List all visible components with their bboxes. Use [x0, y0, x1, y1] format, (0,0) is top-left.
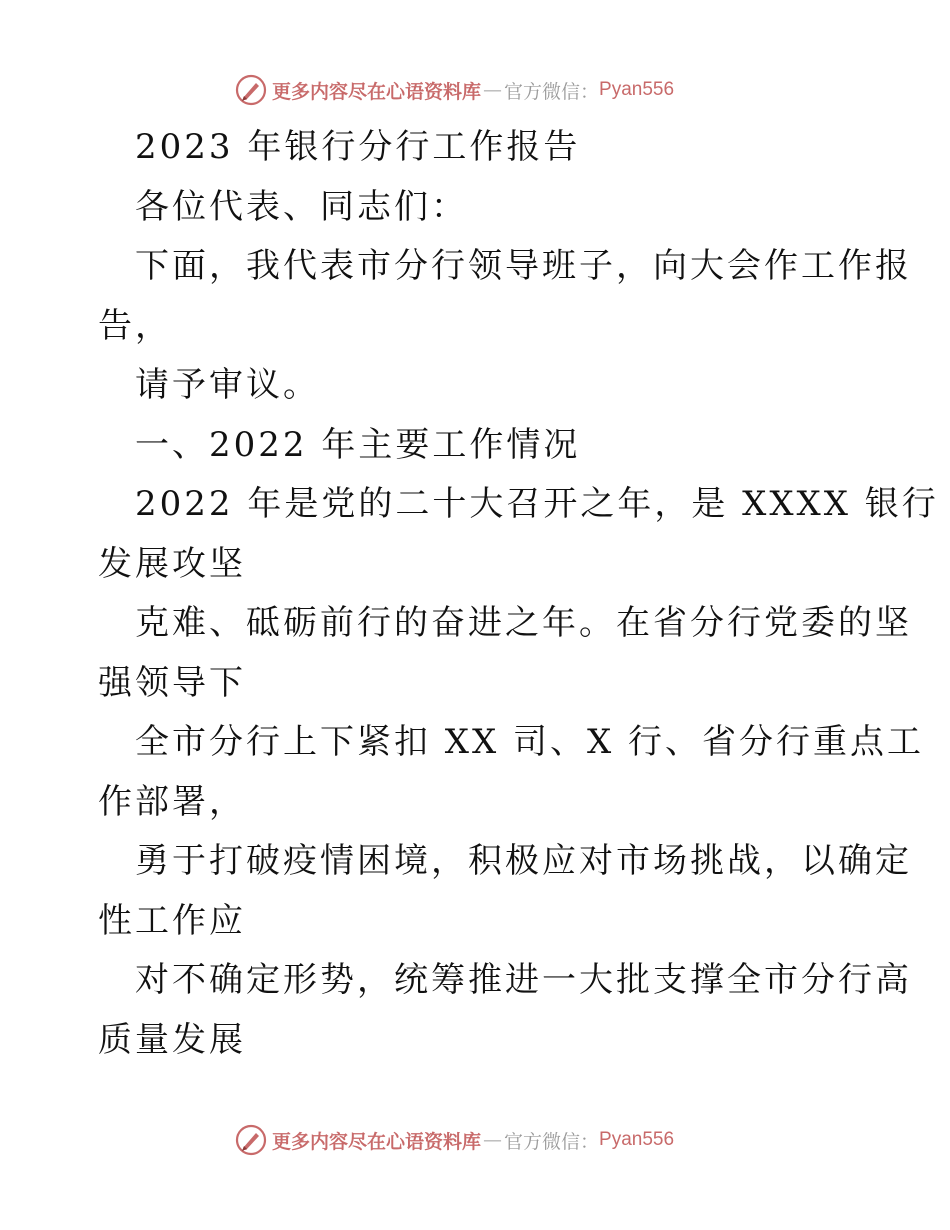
pen-logo-icon: [234, 73, 268, 107]
report-body: [98, 118, 939, 1070]
banner-separator: —: [483, 79, 503, 101]
report-title: 2023 年银行分行工作报告: [135, 127, 581, 167]
paragraph-line: 2022 年是党的二十大召开之年，是 XXXX 银行: [135, 484, 939, 524]
paragraph-line: 作部署，: [98, 781, 246, 822]
paragraph-line: 请予审议。: [135, 365, 320, 405]
paragraph-line: 发展攻坚: [98, 543, 246, 584]
banner-separator: —: [483, 1129, 503, 1151]
paragraph-line: 勇于打破疫情困境，积极应对市场挑战，以确定: [135, 841, 912, 881]
salutation: 各位代表、同志们：: [135, 186, 468, 227]
paragraph-line: 克难、砥砺前行的奋进之年。在省分行党委的坚: [135, 603, 912, 643]
paragraph-line: 强领导下: [98, 662, 246, 703]
banner-text: 更多内容尽在心语资料库: [272, 1130, 482, 1153]
paragraph-line: 下面，我代表市分行领导班子，向大会作工作报: [135, 246, 912, 286]
banner-wechat-id: Pyan556: [599, 79, 675, 100]
pen-logo-icon: [234, 1123, 268, 1157]
header-banner: [234, 70, 714, 110]
footer-banner: [234, 1120, 714, 1160]
paragraph-line: 告，: [98, 305, 172, 346]
paragraph-line: 对不确定形势，统筹推进一大批支撑全市分行高: [135, 960, 912, 1000]
paragraph-line: 质量发展: [98, 1019, 246, 1060]
paragraph-line: 性工作应: [98, 900, 246, 941]
banner-wechat-label: 官方微信：: [504, 1130, 600, 1153]
paragraph-line: 全市分行上下紧扣 XX 司、X 行、省分行重点工: [135, 722, 925, 762]
banner-wechat-label: 官方微信：: [504, 80, 600, 103]
section-heading: 一、2022 年主要工作情况: [135, 424, 581, 465]
banner-text: 更多内容尽在心语资料库: [272, 80, 482, 103]
banner-wechat-id: Pyan556: [599, 1129, 675, 1150]
